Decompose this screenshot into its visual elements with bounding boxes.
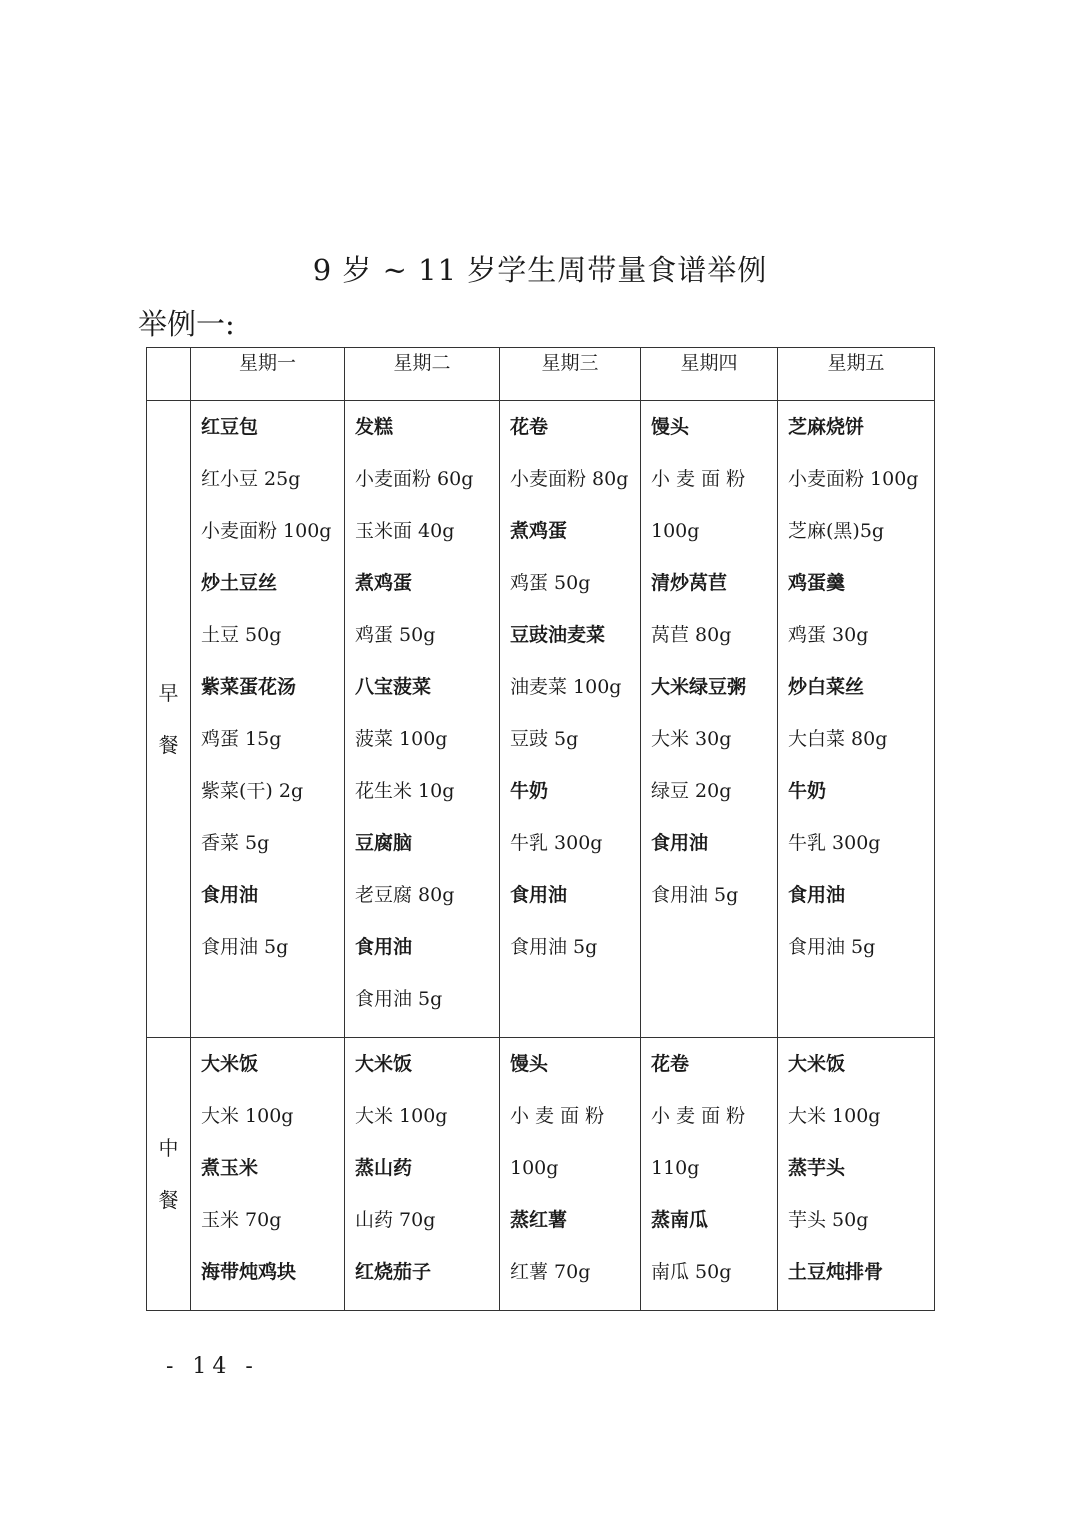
menu-cell [345,1038,500,1311]
dish-name: 馒头 [651,416,690,438]
dish-name: 煮鸡蛋 [510,520,568,542]
ingredient-line: 100g [510,1157,559,1179]
meal-label-char: 早 [158,681,179,705]
ingredient-line: 玉米 70g [201,1209,282,1231]
ingredient-line: 菠菜 100g [355,728,448,750]
day-header: 星期三 [500,348,641,401]
ingredient-line: 鸡蛋 50g [510,572,591,594]
dish-name: 大米饭 [201,1053,259,1075]
ingredient-line: 110g [651,1157,700,1179]
ingredient-line: 大米 30g [651,728,732,750]
day-header: 星期二 [345,348,500,401]
meal-label-char: 餐 [158,733,179,757]
ingredient-line: 南瓜 50g [651,1261,732,1283]
dish-name: 蒸南瓜 [651,1209,709,1231]
ingredient-line: 油麦菜 100g [510,676,622,698]
dish-name: 食用油 [201,884,259,906]
table-header-row [147,348,935,401]
ingredient-line: 小麦面粉 100g [788,468,919,490]
menu-cell [778,1038,935,1311]
ingredient-line: 芝麻(黑)5g [788,520,885,542]
dish-name: 蒸红薯 [510,1209,568,1231]
ingredient-line: 绿豆 20g [651,780,732,802]
dish-name: 清炒莴苣 [651,572,728,594]
ingredient-line: 香菜 5g [201,832,270,854]
ingredient-line: 食用油 5g [651,884,739,906]
ingredient-line: 大米 100g [201,1105,294,1127]
menu-cell [345,401,500,1038]
menu-cell [500,1038,641,1311]
dish-name: 食用油 [788,884,846,906]
ingredient-line: 红小豆 25g [201,468,301,490]
ingredient-line: 牛乳 300g [510,832,603,854]
ingredient-line: 芋头 50g [788,1209,869,1231]
ingredient-line: 土豆 50g [201,624,282,646]
ingredient-line: 小 麦 面 粉 [651,1105,746,1127]
ingredient-line: 大米 100g [788,1105,881,1127]
ingredient-line: 花生米 10g [355,780,455,802]
menu-cell [778,401,935,1038]
dish-name: 海带炖鸡块 [201,1261,297,1283]
dish-name: 紫菜蛋花汤 [201,676,297,698]
ingredient-line: 食用油 5g [355,988,443,1010]
dish-name: 食用油 [651,832,709,854]
ingredient-line: 紫菜(干) 2g [201,780,304,802]
dish-name: 豆腐脑 [355,832,413,854]
dish-name: 炒土豆丝 [201,572,278,594]
dish-name: 花卷 [651,1053,690,1075]
ingredient-line: 豆豉 5g [510,728,579,750]
ingredient-line: 食用油 5g [788,936,876,958]
dish-name: 花卷 [510,416,549,438]
menu-cell [191,1038,345,1311]
ingredient-line: 小麦面粉 60g [355,468,474,490]
dish-name: 食用油 [355,936,413,958]
ingredient-line: 大米 100g [355,1105,448,1127]
ingredient-line: 食用油 5g [201,936,289,958]
ingredient-line: 大白菜 80g [788,728,888,750]
dish-name: 红烧茄子 [355,1261,432,1283]
day-header: 星期四 [641,348,778,401]
meal-label-char: 餐 [158,1188,179,1212]
page-number: - 14 - [166,1354,259,1379]
section-subtitle: 举例一: [138,307,235,341]
ingredient-line: 小 麦 面 粉 [510,1105,605,1127]
meal-label-char: 中 [158,1136,179,1160]
ingredient-line: 食用油 5g [510,936,598,958]
ingredient-line: 山药 70g [355,1209,436,1231]
dish-name: 食用油 [510,884,568,906]
ingredient-line: 鸡蛋 30g [788,624,869,646]
menu-cell [191,401,345,1038]
ingredient-line: 玉米面 40g [355,520,455,542]
corner-cell [147,348,191,401]
day-header: 星期一 [191,348,345,401]
ingredient-line: 小麦面粉 100g [201,520,332,542]
dish-name: 蒸山药 [355,1157,413,1179]
menu-table [146,347,935,1311]
dish-name: 鸡蛋羹 [788,572,846,594]
ingredient-line: 小麦面粉 80g [510,468,629,490]
dish-name: 芝麻烧饼 [788,416,865,438]
meal-row-lunch [147,1038,935,1311]
dish-name: 牛奶 [510,780,549,802]
menu-cell [641,1038,778,1311]
dish-name: 八宝菠菜 [355,676,432,698]
dish-name: 红豆包 [201,416,259,438]
dish-name: 发糕 [355,416,394,438]
dish-name: 炒白菜丝 [788,676,865,698]
dish-name: 煮鸡蛋 [355,572,413,594]
dish-name: 土豆炖排骨 [788,1261,884,1283]
menu-cell [641,401,778,1038]
dish-name: 煮玉米 [201,1157,259,1179]
ingredient-line: 100g [651,520,700,542]
meal-label [147,1038,191,1311]
ingredient-line: 鸡蛋 15g [201,728,282,750]
ingredient-line: 小 麦 面 粉 [651,468,746,490]
dish-name: 豆豉油麦菜 [510,624,606,646]
dish-name: 大米绿豆粥 [651,676,747,698]
dish-name: 蒸芋头 [788,1157,846,1179]
meal-row-breakfast [147,401,935,1038]
day-header: 星期五 [778,348,935,401]
dish-name: 大米饭 [788,1053,846,1075]
dish-name: 大米饭 [355,1053,413,1075]
ingredient-line: 老豆腐 80g [355,884,455,906]
ingredient-line: 莴苣 80g [651,624,732,646]
page-title: 9 岁 ~ 11 岁学生周带量食谱举例 [312,253,768,287]
ingredient-line: 鸡蛋 50g [355,624,436,646]
ingredient-line: 红薯 70g [510,1261,591,1283]
meal-label [147,401,191,1038]
menu-cell [500,401,641,1038]
dish-name: 牛奶 [788,780,827,802]
dish-name: 馒头 [510,1053,549,1075]
ingredient-line: 牛乳 300g [788,832,881,854]
